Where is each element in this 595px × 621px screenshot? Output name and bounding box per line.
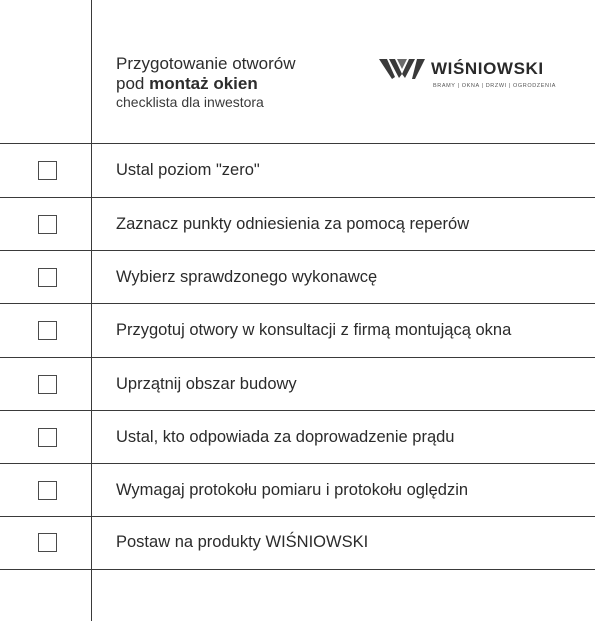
checklist-item xyxy=(0,251,595,304)
wisniowski-logo-mark-icon xyxy=(379,57,425,81)
header-title-line2 xyxy=(116,74,366,94)
checkbox[interactable] xyxy=(38,215,57,234)
checklist-item-label: Wybierz sprawdzonego wykonawcę xyxy=(116,268,378,286)
checkbox[interactable] xyxy=(38,268,57,287)
checkbox[interactable] xyxy=(38,375,57,394)
checkbox[interactable] xyxy=(38,321,57,340)
checklist-item xyxy=(0,411,595,464)
checkbox[interactable] xyxy=(38,428,57,447)
checklist-header xyxy=(116,54,366,111)
checklist-item-label: Zaznacz punkty odniesienia za pomocą reperów xyxy=(116,215,470,233)
checklist-item xyxy=(0,144,595,197)
checklist-item xyxy=(0,464,595,517)
checklist-item xyxy=(0,198,595,251)
checkbox[interactable] xyxy=(38,481,57,500)
checklist-item-label: Uprzątnij obszar budowy xyxy=(116,375,297,393)
checklist-item xyxy=(0,517,595,570)
checklist-item-label: Ustal, kto odpowiada za doprowadzenie prądu xyxy=(116,428,455,446)
logo-wordmark: WIŚNIOWSKI xyxy=(431,59,544,78)
checklist-item-label: Ustal poziom "zero" xyxy=(116,161,260,179)
checklist-item-label: Postaw na produkty WIŚNIOWSKI xyxy=(116,533,369,551)
header-title-line1: Przygotowanie otworów xyxy=(116,54,296,73)
checkbox[interactable] xyxy=(38,161,57,180)
checklist-item-label: Wymagaj protokołu pomiaru i protokołu oględzin xyxy=(116,481,469,499)
checklist-item-label: Przygotuj otwory w konsultacji z firmą montującą okna xyxy=(116,321,512,339)
checkbox[interactable] xyxy=(38,533,57,552)
header-subtitle: checklista dla inwestora xyxy=(116,94,264,110)
checklist-item xyxy=(0,304,595,357)
logo-tagline: BRAMY | OKNA | DRZWI | OGRODZENIA xyxy=(433,83,556,89)
header-title-prefix: pod xyxy=(116,74,150,93)
header-title-bold: montaż okien xyxy=(149,74,258,93)
wisniowski-logo xyxy=(379,56,559,96)
checklist-item xyxy=(0,358,595,411)
row-divider xyxy=(0,569,595,570)
